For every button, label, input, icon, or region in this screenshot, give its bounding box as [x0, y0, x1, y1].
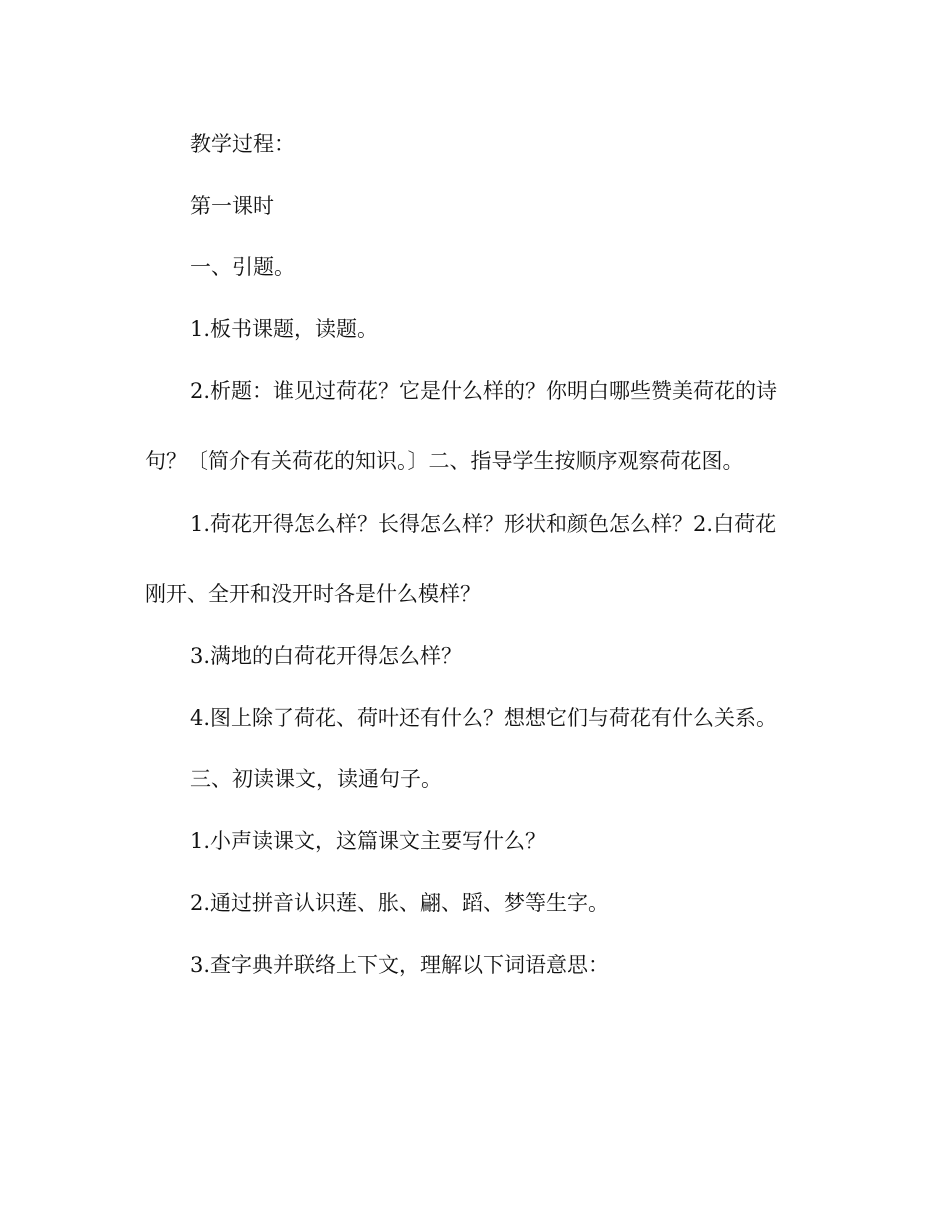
- paragraph-line: 3.查字典并联络上下文，理解以下词语意思：: [190, 953, 610, 977]
- paragraph-line: 1.荷花开得怎么样？长得怎么样？形状和颜色怎么样？2.白荷花: [190, 512, 777, 536]
- lesson-heading: 第一课时: [190, 194, 274, 218]
- paragraph-line: 2.通过拼音认识莲、胀、翩、蹈、梦等生字。: [190, 891, 610, 915]
- paragraph-line: 1.小声读课文，这篇课文主要写什么？: [190, 829, 547, 853]
- paragraph-line-continuation: 句？〔简介有关荷花的知识。〕二、指导学生按顺序观察荷花图。: [145, 449, 744, 473]
- part-heading-reading: 三、初读课文，读通句子。: [190, 767, 442, 791]
- paragraph-line: 2.析题：谁见过荷花？它是什么样的？你明白哪些赞美荷花的诗: [190, 379, 778, 403]
- paragraph-line: 3.满地的白荷花开得怎么样？: [190, 644, 463, 668]
- paragraph-line: 1.板书课题，读题。: [190, 317, 379, 341]
- section-heading-teaching-process: 教学过程：: [190, 132, 295, 156]
- paragraph-line: 4.图上除了荷花、荷叶还有什么？想想它们与荷花有什么关系。: [190, 706, 778, 730]
- paragraph-line-continuation: 刚开、全开和没开时各是什么模样？: [145, 582, 481, 606]
- part-heading-intro: 一、引题。: [190, 255, 295, 279]
